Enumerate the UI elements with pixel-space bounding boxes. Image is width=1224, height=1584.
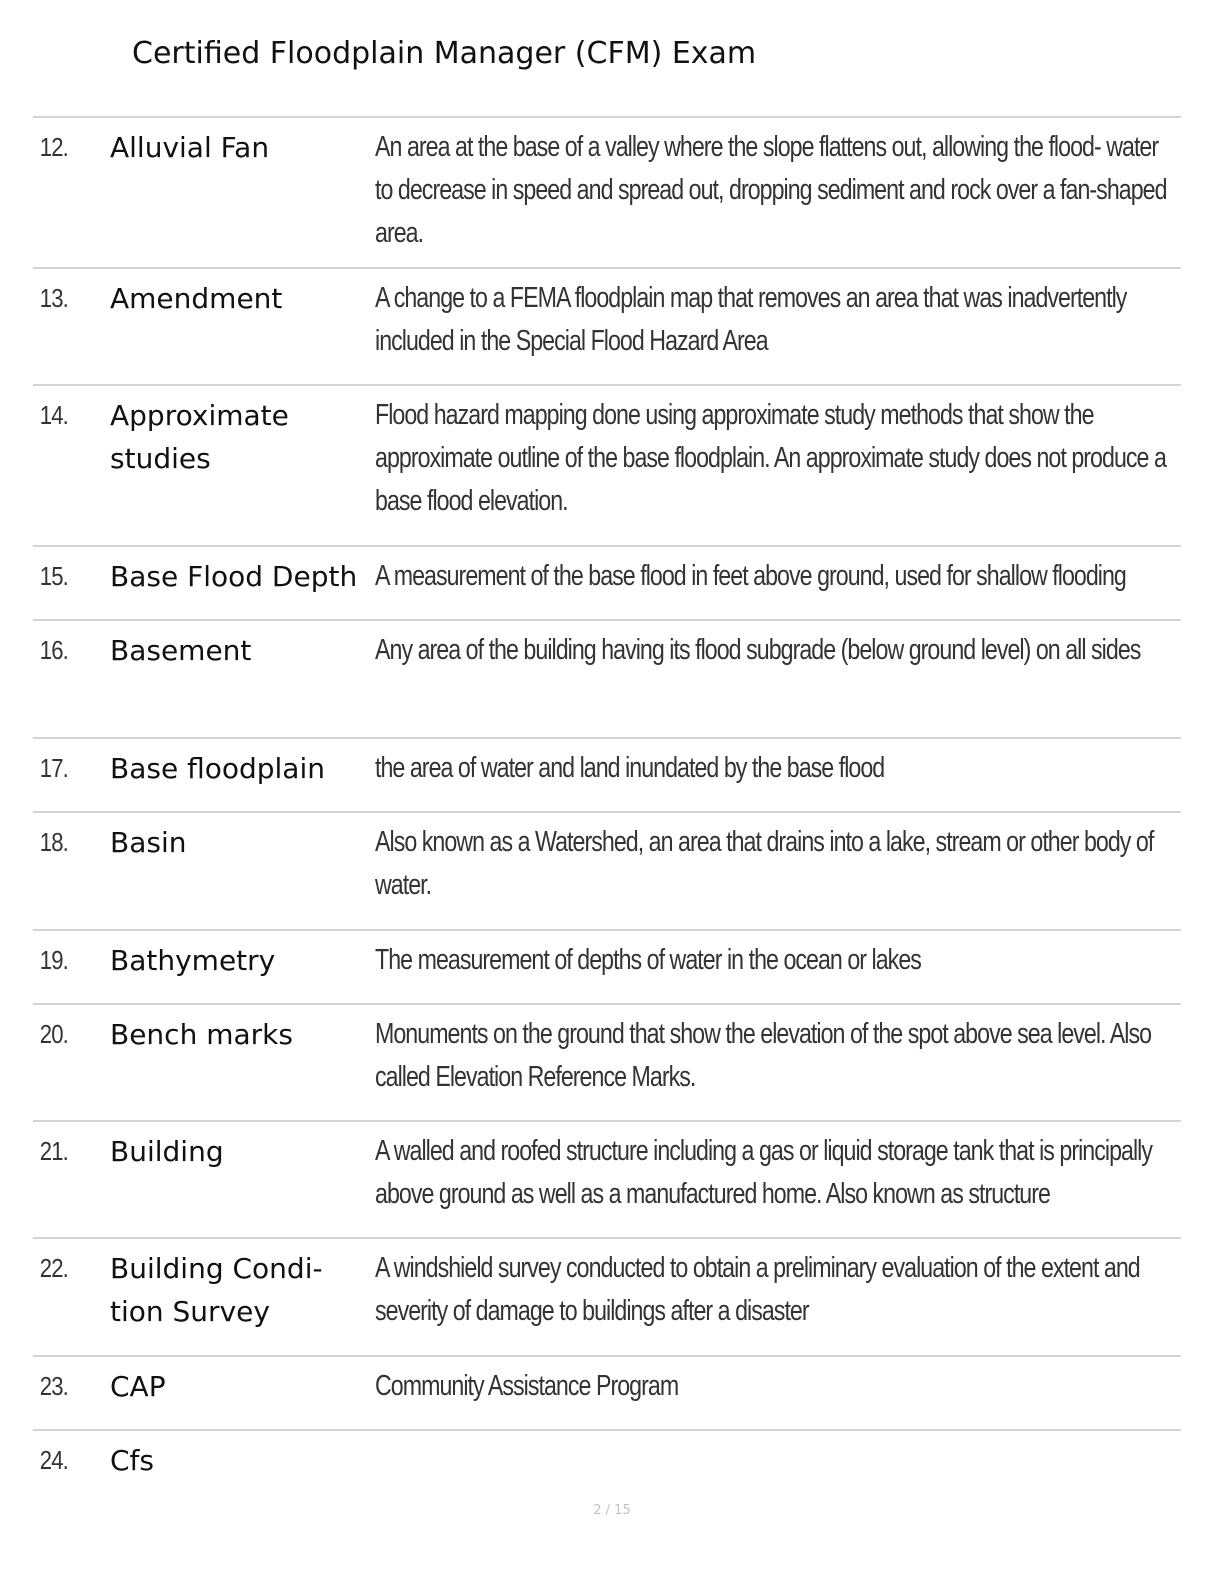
glossary-row bbox=[33, 619, 1181, 737]
entry-definition: A windshield survey conducted to obtain a preliminary evaluation of the extent and severity of damage to buildings after a disaster bbox=[375, 1252, 1140, 1327]
entry-definition: Flood hazard mapping done using approximate study methods that show the approximate outline of the base floodplain. An approximate study does not produce a base flood elevation. bbox=[375, 399, 1166, 517]
entry-term: Building Condi- tion Survey bbox=[110, 1252, 323, 1328]
glossary-row bbox=[33, 1120, 1181, 1237]
entry-definition: the area of water and land inundated by the base flood bbox=[375, 752, 885, 784]
entry-definition: A change to a FEMA floodplain map that removes an area that was inadvertently included in the Special Flood Hazard Area bbox=[375, 282, 1127, 357]
entry-number: 17. bbox=[39, 753, 68, 783]
entry-term: Amendment bbox=[110, 282, 283, 315]
entry-number: 22. bbox=[39, 1253, 68, 1283]
glossary-row bbox=[33, 737, 1181, 811]
entry-definition: Monuments on the ground that show the elevation of the spot above sea level. Also called Elevation Reference Marks. bbox=[375, 1018, 1152, 1093]
entry-number: 18. bbox=[39, 827, 68, 857]
glossary-row bbox=[33, 1237, 1181, 1355]
entry-number: 14. bbox=[39, 400, 68, 430]
entry-term: Bathymetry bbox=[110, 944, 276, 977]
entry-term: Alluvial Fan bbox=[110, 131, 270, 164]
entry-number: 23. bbox=[39, 1371, 68, 1401]
entry-term: Building bbox=[110, 1135, 224, 1168]
glossary-row bbox=[33, 1355, 1181, 1429]
entry-number: 24. bbox=[39, 1445, 68, 1475]
entry-definition: A measurement of the base flood in feet above ground, used for shallow flooding bbox=[375, 560, 1126, 592]
glossary-row bbox=[33, 267, 1181, 384]
glossary-row bbox=[33, 929, 1181, 1003]
glossary-row bbox=[33, 545, 1181, 619]
entry-definition: The measurement of depths of water in the ocean or lakes bbox=[375, 944, 921, 976]
glossary-row bbox=[33, 1003, 1181, 1120]
glossary-row bbox=[33, 384, 1181, 545]
entry-term: Base floodplain bbox=[110, 752, 325, 785]
entry-term: Basin bbox=[110, 826, 187, 859]
glossary-table bbox=[33, 116, 1181, 1503]
entry-definition: A walled and roofed structure including a gas or liquid storage tank that is principally above ground as well as a manufactured home. Also known as structure bbox=[375, 1135, 1152, 1210]
entry-term: Cfs bbox=[110, 1444, 154, 1477]
glossary-row bbox=[33, 1429, 1181, 1503]
entry-number: 12. bbox=[39, 132, 68, 162]
glossary-row bbox=[33, 811, 1181, 929]
entry-term: CAP bbox=[110, 1370, 166, 1403]
entry-definition: Also known as a Watershed, an area that drains into a lake, stream or other body of water. bbox=[375, 826, 1154, 901]
entry-number: 13. bbox=[39, 283, 68, 313]
entry-number: 21. bbox=[39, 1136, 68, 1166]
entry-number: 20. bbox=[39, 1019, 68, 1049]
entry-term: Bench marks bbox=[110, 1018, 293, 1051]
entry-definition: Any area of the building having its flood subgrade (below ground level) on all sides bbox=[375, 634, 1141, 666]
page-title: Certified Floodplain Manager (CFM) Exam bbox=[132, 36, 757, 71]
entry-term: Approximate studies bbox=[110, 399, 289, 475]
entry-term: Base Flood Depth bbox=[110, 560, 358, 593]
entry-definition: Community Assistance Program bbox=[375, 1370, 679, 1402]
entry-term: Basement bbox=[110, 634, 252, 667]
entry-definition: An area at the base of a valley where the slope flattens out, allowing the flood- water to decrease in speed and spread out, dropping sediment and rock over a fan-shaped area. bbox=[375, 131, 1167, 249]
entry-number: 15. bbox=[39, 561, 68, 591]
entry-number: 16. bbox=[39, 635, 68, 665]
page-indicator: 2 / 15 bbox=[593, 1503, 631, 1518]
entry-number: 19. bbox=[39, 945, 68, 975]
glossary-row bbox=[33, 116, 1181, 267]
